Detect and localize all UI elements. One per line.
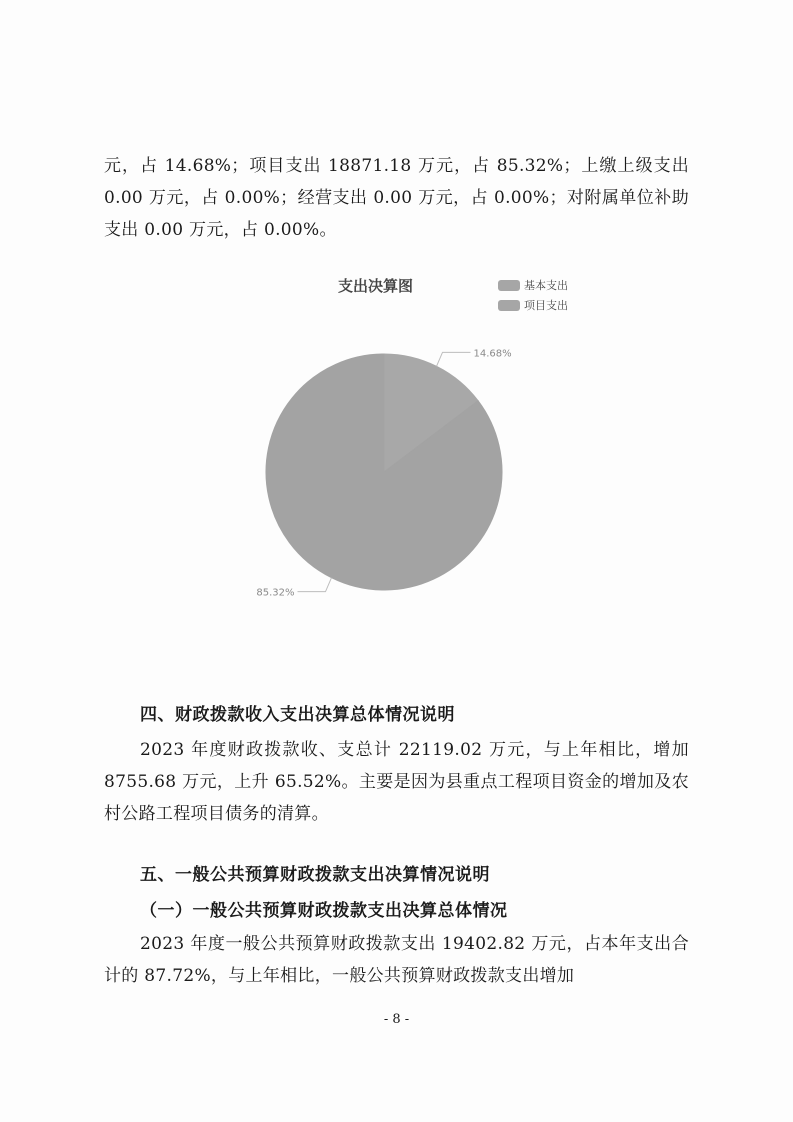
paragraph-fiscal-total: 2023 年度财政拨款收、支总计 22119.02 万元，与上年相比，增加 8755.68 万元，上升 65.52%。主要是因为县重点工程项目资金的增加及农村公路工程项目债务的清算。 [104, 740, 689, 824]
leader-line [297, 578, 331, 592]
legend-swatch-basic [498, 280, 520, 291]
legend-swatch-project [498, 300, 520, 311]
pie-svg [240, 265, 580, 635]
heading-section-4: 四、财政拨款收入支出决算总体情况说明 [140, 705, 455, 725]
legend-label-project: 项目支出 [524, 299, 568, 312]
paragraph-general-budget: 2023 年度一般公共预算财政拨款支出 19402.82 万元，占本年支出合计的 87.72%，与上年相比，一般公共预算财政拨款支出增加 [104, 934, 689, 986]
pie-label-project: 85.32% [256, 587, 295, 599]
legend-item-project [498, 297, 568, 313]
paragraph-expenditure-breakdown: 元，占 14.68%；项目支出 18871.18 万元，占 85.32%；上缴上级支出 0.00 万元，占 0.00%；经营支出 0.00 万元，占 0.00%；对附属单位补助支出 0.00 万元，占 0.00%。 [104, 156, 689, 240]
heading-section-5: 五、一般公共预算财政拨款支出决算情况说明 [140, 865, 490, 885]
pie-label-basic: 14.68% [473, 348, 512, 360]
expenditure-pie-chart [240, 265, 580, 635]
chart-title: 支出决算图 [338, 277, 414, 295]
heading-section-5-1: （一）一般公共预算财政拨款支出决算总体情况 [140, 901, 508, 921]
page-number: - 8 - [383, 1012, 410, 1027]
legend-item-basic [498, 277, 568, 293]
legend-label-basic: 基本支出 [524, 279, 568, 292]
leader-line [437, 352, 471, 366]
